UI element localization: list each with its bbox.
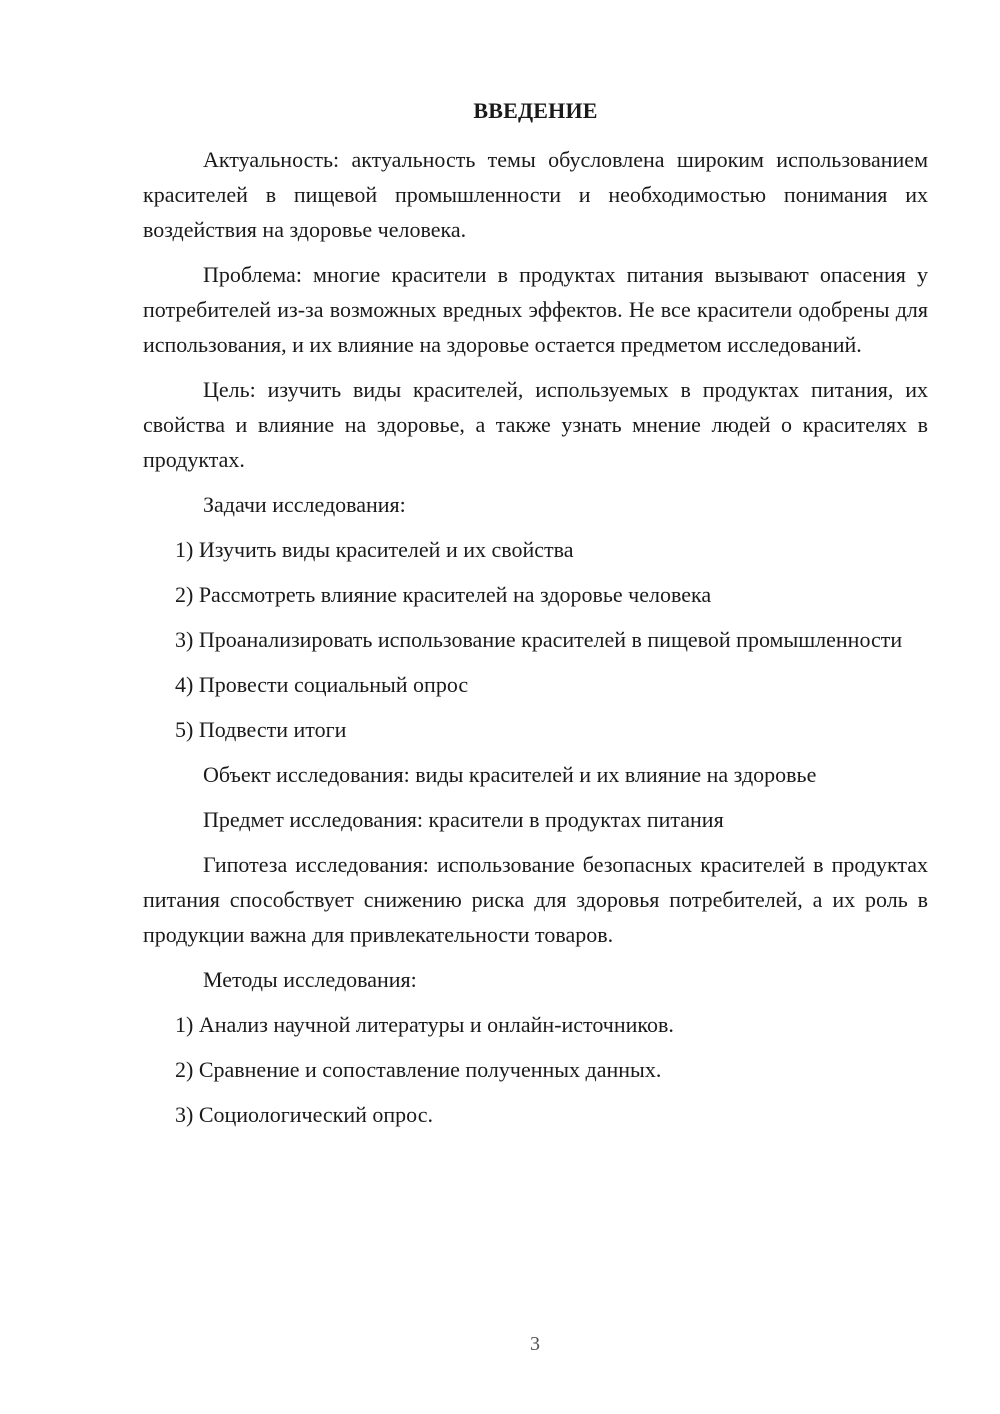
tasks-heading: Задачи исследования: xyxy=(203,492,406,517)
subject-paragraph: Предмет исследования: красители в продуктах питания xyxy=(203,807,724,832)
method-item: 3) Социологический опрос. xyxy=(175,1102,433,1127)
page-number: 3 xyxy=(530,1333,540,1355)
object-paragraph: Объект исследования: виды красителей и их влияние на здоровье xyxy=(203,762,817,787)
document-page xyxy=(143,93,928,1142)
relevance-paragraph: Актуальность: актуальность темы обусловлена широким использованием красителей в пищевой промышленности и необходимостью понимания их воздействия на здоровье человека. xyxy=(143,147,928,242)
hypothesis-paragraph: Гипотеза исследования: использование безопасных красителей в продуктах питания способствует снижению риска для здоровья потребителей, а их роль в продукции важна для привлекательности товаров. xyxy=(143,852,928,947)
page-title: ВВЕДЕНИЕ xyxy=(473,98,598,123)
methods-heading: Методы исследования: xyxy=(203,967,417,992)
goal-paragraph: Цель: изучить виды красителей, используемых в продуктах питания, их свойства и влияние на здоровье, а также узнать мнение людей о красителях в продуктах. xyxy=(143,377,928,472)
task-item: 3) Проанализировать использование красителей в пищевой промышленности xyxy=(175,627,903,652)
method-item: 2) Сравнение и сопоставление полученных данных. xyxy=(175,1057,662,1082)
task-item: 5) Подвести итоги xyxy=(175,717,347,742)
task-item: 2) Рассмотреть влияние красителей на здоровье человека xyxy=(175,582,712,607)
method-item: 1) Анализ научной литературы и онлайн-источников. xyxy=(175,1012,674,1037)
problem-paragraph: Проблема: многие красители в продуктах питания вызывают опасения у потребителей из-за возможных вредных эффектов. Не все красители одобрены для использования, и их влияние на здоровье остается предметом исследований. xyxy=(143,262,928,357)
task-item: 1) Изучить виды красителей и их свойства xyxy=(175,537,574,562)
task-item: 4) Провести социальный опрос xyxy=(175,672,469,697)
